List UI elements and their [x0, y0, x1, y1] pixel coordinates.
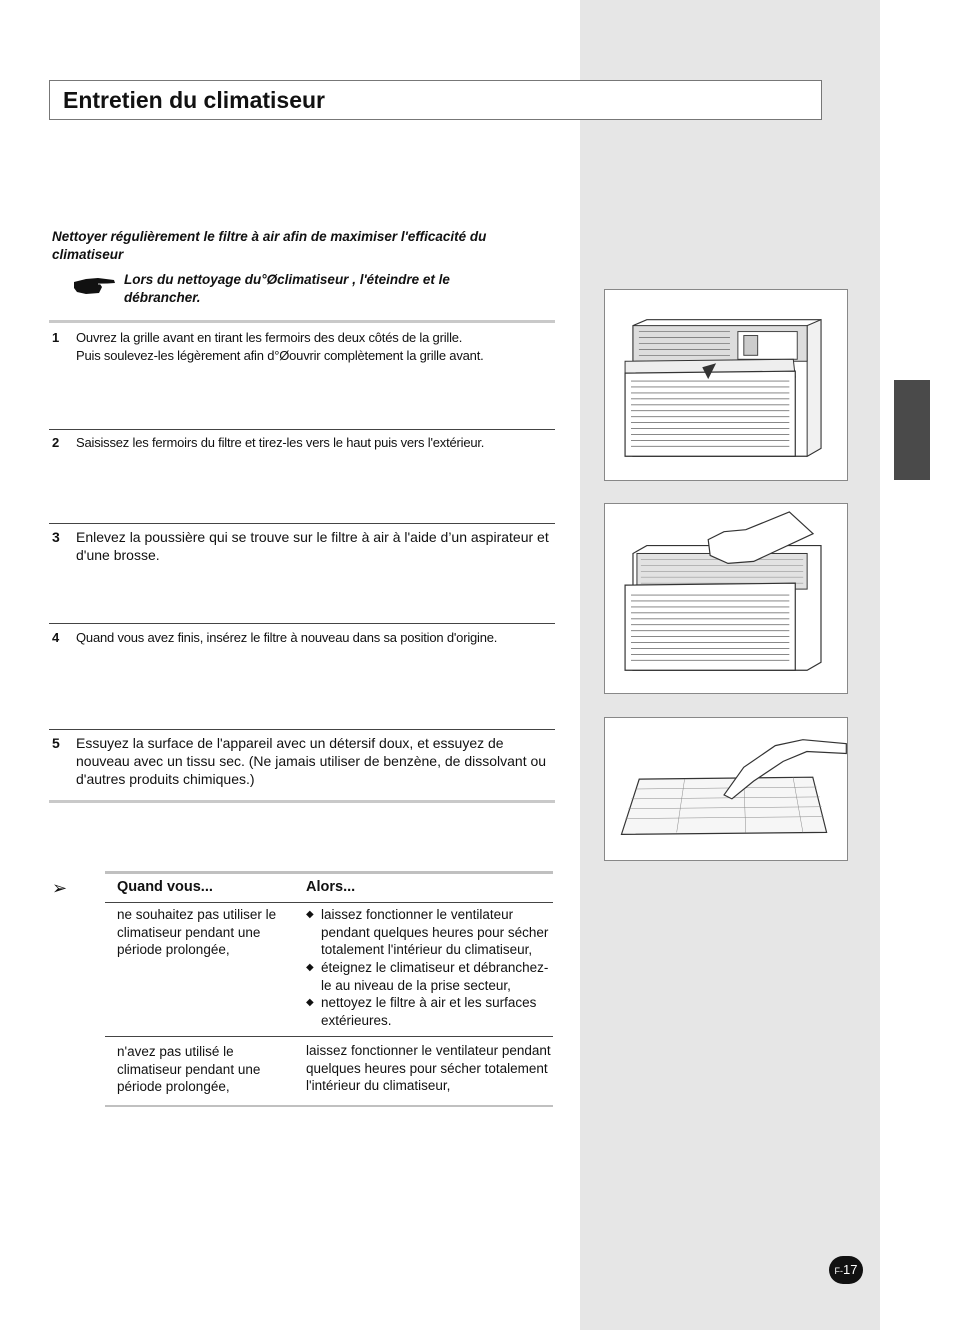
table-row-rule — [105, 1036, 553, 1037]
page-number: 17 — [843, 1262, 858, 1277]
safety-note: Lors du nettoyage du°Øclimatiseur , l'éteindre et le débrancher. — [124, 272, 450, 305]
figure-remove-filter — [604, 503, 848, 694]
table-header-when: Quand vous... — [117, 879, 213, 895]
divider — [49, 729, 555, 730]
table-top-rule — [105, 871, 553, 874]
page-title: Entretien du climatiseur — [63, 87, 326, 113]
page-prefix: F- — [834, 1266, 844, 1276]
step-text: Saisissez les fermoirs du filtre et tirez-les vers le haut puis vers l'extérieur. — [76, 435, 485, 450]
page-number-badge — [829, 1256, 863, 1284]
divider — [49, 320, 555, 323]
step-text: Quand vous avez finis, insérez le filtre à nouveau dans sa position d'origine. — [76, 630, 498, 645]
divider — [49, 800, 555, 803]
table-header-then: Alors... — [306, 879, 356, 895]
figure-open-grille — [604, 289, 848, 481]
pointing-hand-icon — [72, 274, 116, 296]
table-row2-then: laissez fonctionner le ventilateur pendant quelques heures pour sécher totalement l'intérieur du climatiseur, — [306, 1043, 551, 1094]
step-number: 5 — [52, 735, 60, 751]
diamond-bullet-icon: ◆ — [306, 909, 314, 920]
table-header-rule — [105, 902, 553, 903]
bullet-text: laissez fonctionner le ventilateur pendant quelques heures pour sécher totalement l'intérieur du climatiseur, — [321, 907, 549, 958]
table-bottom-rule — [105, 1105, 553, 1107]
step-text: Enlevez la poussière qui se trouve sur le filtre à air à l'aide d’un aspirateur et d'une brosse. — [76, 529, 549, 563]
bullet-text: éteignez le climatiseur et débranchez-le au niveau de la prise secteur, — [321, 960, 549, 993]
divider — [49, 623, 555, 624]
diamond-bullet-icon: ◆ — [306, 962, 314, 973]
tip-arrow-icon: ➢ — [52, 878, 68, 898]
divider — [49, 523, 555, 524]
step-text: Essuyez la surface de l'appareil avec un détersif doux, et essuyez de nouveau avec un tissu sec. (Ne jamais utiliser de benzène, de dissolvant ou d'autres produits chimiques.) — [76, 735, 547, 787]
title-box — [49, 80, 822, 120]
step-text: Ouvrez la grille avant en tirant les fermoirs des deux côtés de la grille. Puis soulevez-les légèrement afin d°Øouvrir complètement la grille avant. — [76, 330, 484, 363]
divider — [49, 429, 555, 430]
step-number: 3 — [52, 529, 60, 545]
figure-vacuum-filter — [604, 717, 848, 861]
section-tab — [894, 380, 930, 480]
step-number: 4 — [52, 630, 60, 645]
bullet-text: nettoyez le filtre à air et les surfaces extérieures. — [321, 995, 537, 1028]
diamond-bullet-icon: ◆ — [306, 997, 314, 1008]
step-number: 1 — [52, 330, 60, 345]
intro-text: Nettoyer régulièrement le filtre à air afin de maximiser l'efficacité du climatiseur — [52, 229, 487, 262]
table-row1-when: ne souhaitez pas utiliser le climatiseur pendant une période prolongée, — [117, 907, 277, 958]
table-row2-when: n'avez pas utilisé le climatiseur pendant une période prolongée, — [117, 1044, 261, 1095]
step-number: 2 — [52, 435, 60, 450]
